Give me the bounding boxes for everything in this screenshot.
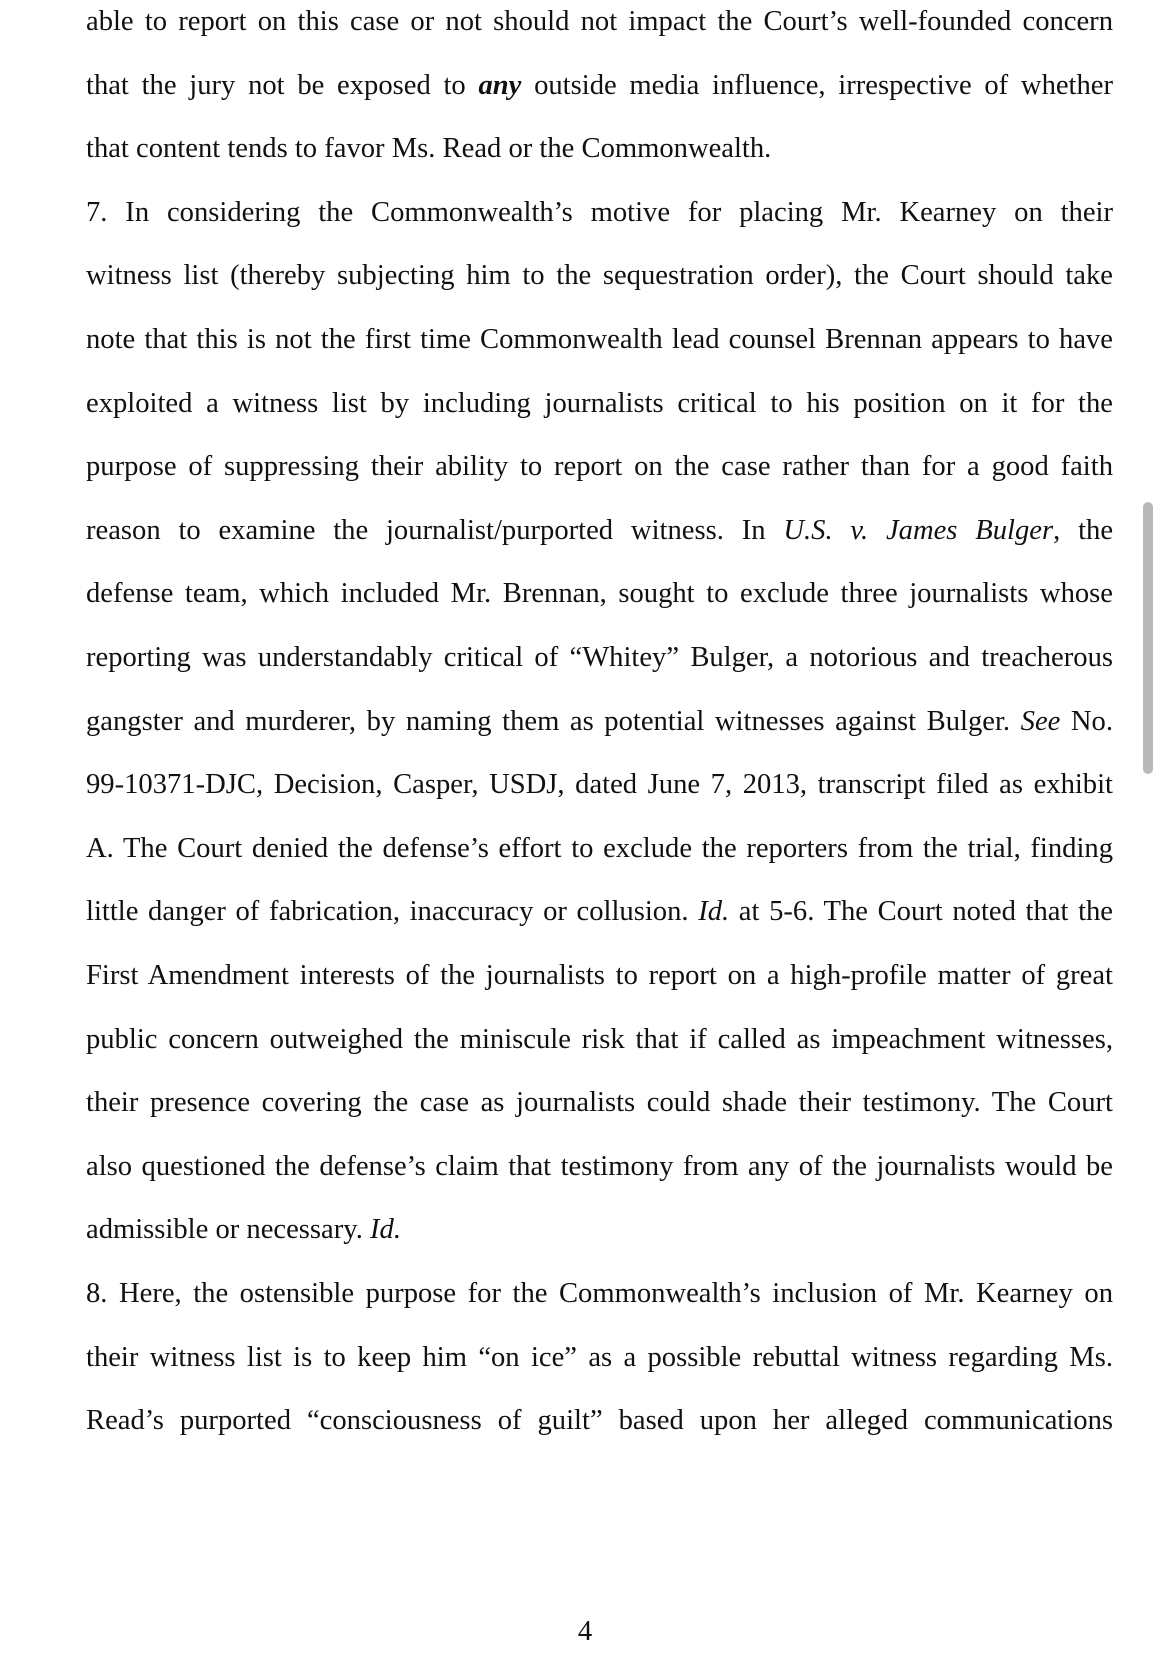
text-line bbox=[86, 129, 1113, 169]
text-segment: their presence covering the case as journalists could shade their testimony. The Court bbox=[86, 1087, 1113, 1119]
text-line bbox=[86, 1401, 1113, 1441]
emphasized-text: Id. bbox=[370, 1214, 401, 1246]
text-line bbox=[86, 1083, 1113, 1123]
text-line bbox=[86, 1210, 1113, 1250]
page-number: 4 bbox=[577, 1616, 593, 1647]
text-segment: exploited a witness list by including journalists critical to his position on it for the bbox=[86, 387, 1113, 419]
text-segment: admissible or necessary. bbox=[86, 1214, 370, 1246]
text-segment: also questioned the defense’s claim that testimony from any of the journalists would be bbox=[86, 1150, 1113, 1182]
text-segment: witness list (thereby subjecting him to the sequestration order), the Court should take bbox=[86, 260, 1113, 292]
text-line bbox=[86, 702, 1113, 742]
text-line bbox=[86, 384, 1113, 424]
text-segment: able to report on this case or not should not impact the Court’s well-founded concern bbox=[86, 6, 1113, 37]
text-segment: defense team, which included Mr. Brennan, sought to exclude three journalists whose bbox=[86, 578, 1113, 610]
text-segment: note that this is not the first time Commonwealth lead counsel Brennan appears to have bbox=[86, 324, 1113, 355]
text-line bbox=[86, 1147, 1113, 1187]
text-segment: that content tends to favor Ms. Read or the Commonwealth. bbox=[86, 133, 772, 165]
text-line bbox=[86, 829, 1113, 869]
text-line bbox=[86, 1274, 1113, 1314]
emphasized-text: U.S. v. James Bulger bbox=[783, 514, 1054, 546]
text-line bbox=[86, 320, 1113, 360]
text-segment: 7. In considering the Commonwealth’s motive for placing Mr. Kearney on their bbox=[86, 196, 1113, 228]
text-segment: at 5-6. The Court noted that the bbox=[729, 896, 1113, 928]
text-line bbox=[86, 956, 1113, 996]
scrollbar-thumb[interactable] bbox=[1143, 502, 1153, 774]
text-segment: their witness list is to keep him “on ice” as a possible rebuttal witness regarding Ms. bbox=[86, 1341, 1113, 1373]
emphasized-text: any bbox=[478, 69, 522, 101]
emphasized-text: Id. bbox=[698, 896, 730, 928]
text-line bbox=[86, 638, 1113, 678]
text-line bbox=[86, 511, 1113, 551]
text-segment: Read’s purported “consciousness of guilt” based upon her alleged communications bbox=[86, 1405, 1113, 1437]
text-segment: that the jury not be exposed to bbox=[86, 69, 479, 101]
text-segment: reporting was understandably critical of “Whitey” Bulger, a notorious and treacherous bbox=[86, 642, 1113, 673]
text-segment: 99-10371-DJC, Decision, Casper, USDJ, dated June 7, 2013, transcript filed as exhibit bbox=[86, 769, 1113, 801]
text-line bbox=[86, 765, 1113, 805]
text-line bbox=[86, 1338, 1113, 1378]
text-line bbox=[86, 66, 1113, 106]
text-line bbox=[86, 2, 1113, 42]
text-segment: purpose of suppressing their ability to report on the case rather than for a good faith bbox=[86, 451, 1113, 483]
text-segment: little danger of fabrication, inaccuracy or collusion. bbox=[86, 896, 699, 928]
text-segment: , the bbox=[1053, 514, 1114, 546]
text-segment: No. bbox=[1060, 705, 1113, 737]
text-segment: outside media influence, irrespective of whether bbox=[521, 69, 1114, 101]
text-line bbox=[86, 574, 1113, 614]
text-segment: First Amendment interests of the journalists to report on a high-profile matter of great bbox=[86, 960, 1113, 991]
text-line bbox=[86, 892, 1113, 932]
text-segment: reason to examine the journalist/purported witness. In bbox=[86, 514, 784, 546]
text-segment: A. The Court denied the defense’s effort to exclude the reporters from the trial, finding bbox=[86, 832, 1113, 864]
emphasized-text: See bbox=[1020, 705, 1061, 737]
text-line bbox=[86, 447, 1113, 487]
text-segment: 8. Here, the ostensible purpose for the Commonwealth’s inclusion of Mr. Kearney on bbox=[86, 1278, 1113, 1309]
text-line bbox=[86, 256, 1113, 296]
text-line bbox=[86, 1020, 1113, 1060]
text-line bbox=[86, 193, 1113, 233]
text-segment: public concern outweighed the miniscule risk that if called as impeachment witnesses, bbox=[86, 1023, 1113, 1055]
text-segment: gangster and murderer, by naming them as potential witnesses against Bulger. bbox=[86, 705, 1021, 737]
